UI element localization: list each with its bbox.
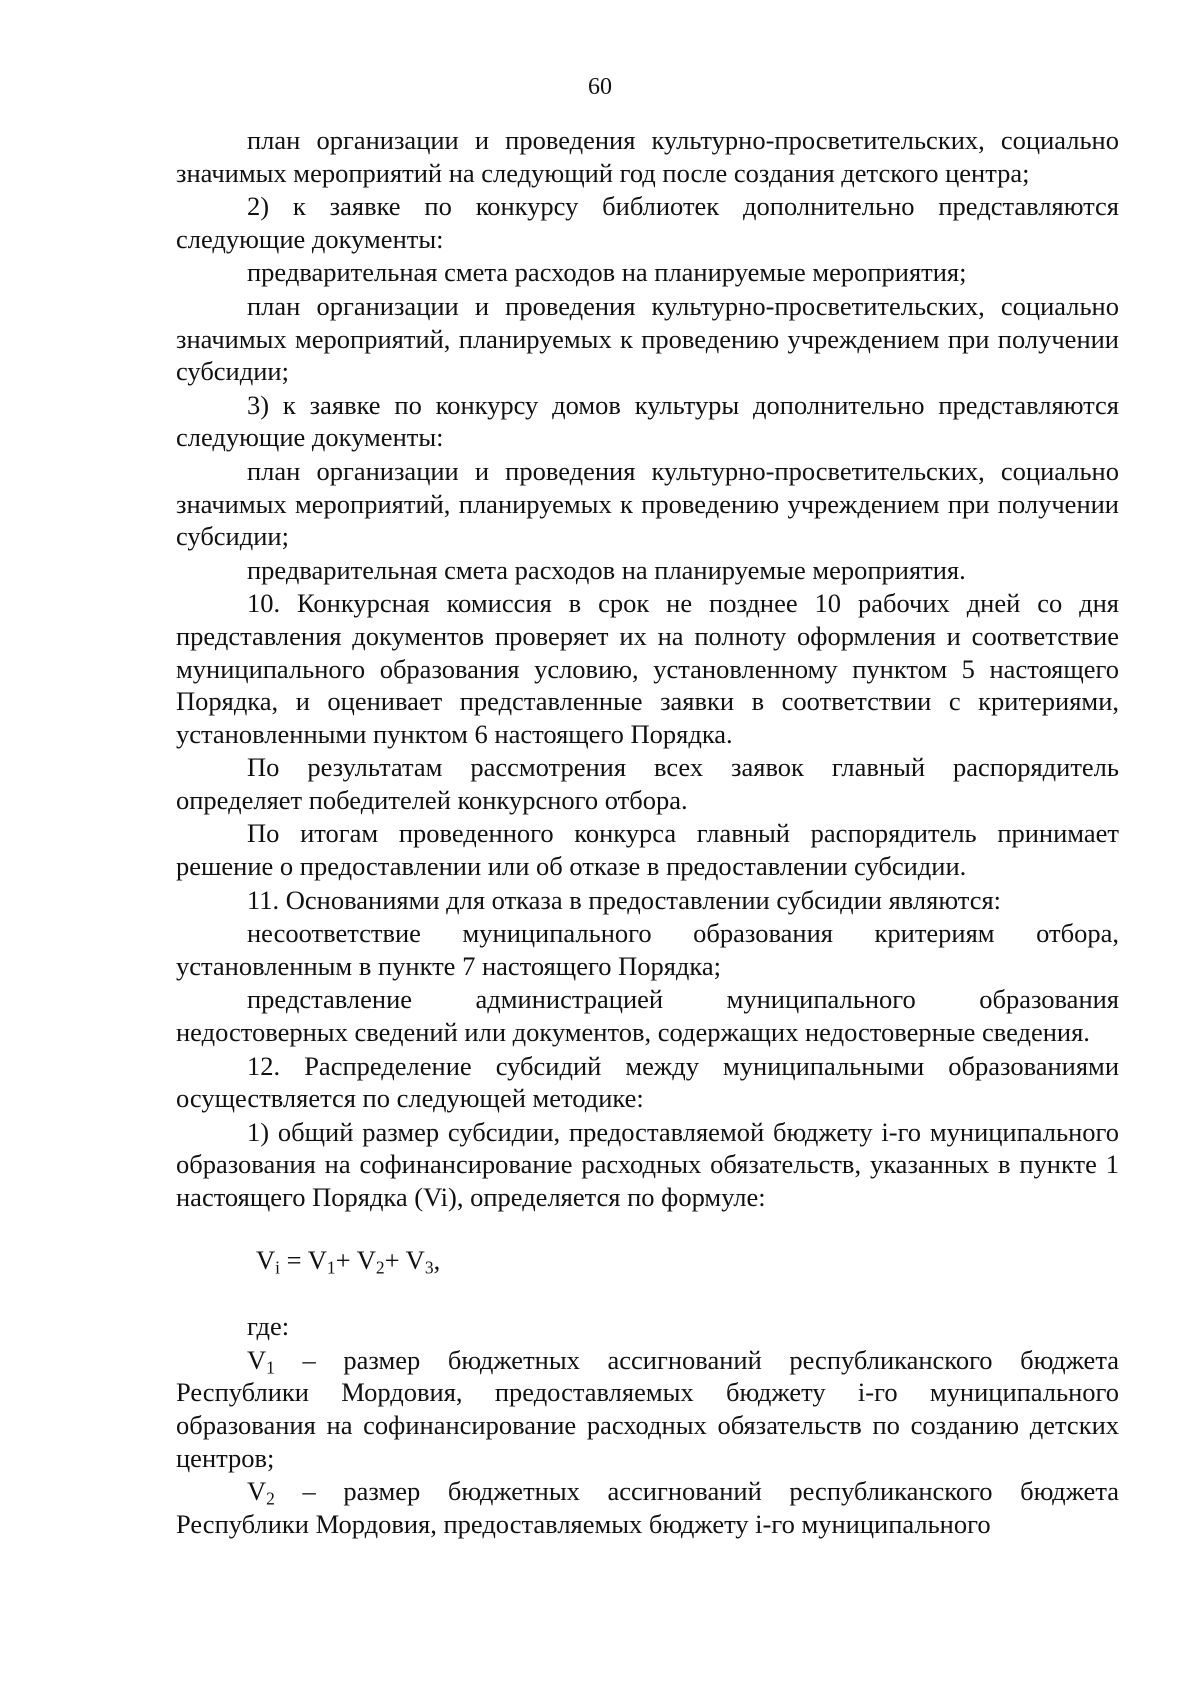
paragraph: 12. Распределение субсидий между муниципальными образованиями осуществляется по следующей методике:	[176, 1050, 1119, 1114]
paragraph: представление администрацией муниципального образования недостоверных сведений или документов, содержащих недостоверные сведения.	[176, 984, 1119, 1048]
paragraph: предварительная смета расходов на планируемые мероприятия;	[247, 257, 967, 288]
v2-sub: 2	[266, 1488, 275, 1509]
paragraph: план организации и проведения культурно-просветительских, социально значимых мероприятий, планируемых к проведению учреждением при получении субсидии;	[176, 455, 1119, 552]
paragraph: план организации и проведения культурно-просветительских, социально значимых мероприятий на следующий год после создания детского центра;	[176, 125, 1119, 188]
paragraph: несоответствие муниципального образования критериям отбора, установленным в пункте 7 настоящего Порядка;	[176, 918, 1119, 981]
formula-sub-2: 2	[375, 1256, 385, 1277]
formula-sub-i: i	[275, 1256, 280, 1277]
page-number: 60	[588, 74, 612, 100]
paragraph: 2) к заявке по конкурсу библиотек дополнительно представляются следующие документы:	[176, 191, 1119, 254]
document-body	[176, 124, 1119, 1541]
formula-v: V	[256, 1244, 276, 1275]
v2-symbol: V	[247, 1476, 267, 1507]
formula-sub-1: 1	[326, 1256, 336, 1277]
where-label: где:	[247, 1311, 290, 1342]
v1-symbol: V	[247, 1344, 267, 1375]
paragraph: план организации и проведения культурно-просветительских, социально значимых мероприятий, планируемых к проведению учреждением при получении субсидии;	[176, 290, 1119, 387]
formula	[176, 1244, 1119, 1277]
formula-plus-2: + V	[384, 1244, 425, 1275]
paragraph: По итогам проведенного конкурса главный распорядитель принимает решение о предоставлении или об отказе в предоставлении субсидии.	[176, 818, 1119, 882]
formula-eq: = V	[280, 1244, 327, 1275]
paragraph: 3) к заявке по конкурсу домов культуры дополнительно представляются следующие документы:	[176, 389, 1119, 453]
formula-plus-1: + V	[335, 1244, 376, 1275]
paragraph: 11. Основаниями для отказа в предоставлении субсидии являются:	[247, 884, 1002, 915]
v1-text: – размер бюджетных ассигнований республиканского бюджета Республики Мордовия, предоставляемых бюджету i-го муниципального образования на софинансирование расходных обязательств по созданию детских центров;	[176, 1344, 1119, 1473]
v1-sub: 1	[266, 1357, 275, 1378]
paragraph: По результатам рассмотрения всех заявок главный распорядитель определяет победителей конкурсного отбора.	[176, 752, 1119, 815]
paragraph: 1) общий размер субсидии, предоставляемой бюджету i-го муниципального образования на софинансирование расходных обязательств, указанных в пункте 1 настоящего Порядка (Vi), определяется по формуле:	[176, 1116, 1119, 1212]
formula-sub-3: 3	[424, 1256, 434, 1277]
v1-definition	[176, 1344, 1119, 1474]
paragraph: предварительная смета расходов на планируемые мероприятия.	[247, 554, 966, 585]
v2-text: – размер бюджетных ассигнований республиканского бюджета Республики Мордовия, предоставляемых бюджету i-го муниципального	[176, 1476, 1119, 1539]
paragraph: 10. Конкурсная комиссия в срок не позднее 10 рабочих дней со дня представления документов проверяет их на полноту оформления и соответствие муниципального образования условию, установленному пунктом 5 настоящего Порядка, и оценивает представленные заявки в соответствии с критериями, установленными пунктом 6 настоящего Порядка.	[176, 588, 1119, 749]
formula-tail: ,	[433, 1244, 441, 1275]
v2-definition	[176, 1475, 1119, 1540]
